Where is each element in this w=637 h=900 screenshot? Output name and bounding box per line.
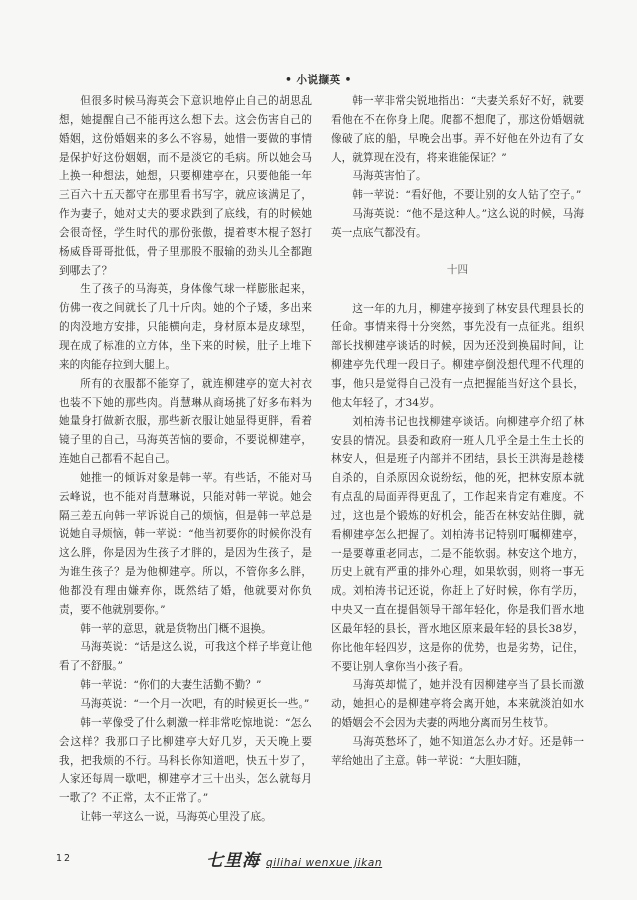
page-number: 12 <box>56 853 73 864</box>
left-column <box>59 92 312 827</box>
paragraph: 马海英愁坏了，她不知道怎么办才好。还是韩一苹给她出了主意。韩一苹说：“大胆妇随， <box>331 736 584 767</box>
magazine-logo <box>206 846 382 871</box>
paragraph: 马海英说：“话是这么说，可我这个样子毕竟让他看了不舒服。” <box>59 641 312 673</box>
logo-chinese: 七里海 <box>206 851 260 871</box>
paragraph: 让韩一苹这么一说，马海英心里没了底。 <box>80 811 272 824</box>
paragraph: 韩一苹像受了什么刺激一样非常吃惊地说：“怎么会这样？我那口子比柳建亭大好几岁，天天晚上要我，把我烦的不行。马科长你知道吧，快五十岁了，人家还每周一歇吧，柳建亭才三十出头，怎么就每月一歌了？不正常，太不正常了。” <box>59 716 312 805</box>
chapter-heading: 十四 <box>446 263 469 276</box>
paragraph: 她推一的倾诉对象是韩一苹。有些话，不能对马云峰说，也不能对肖慧琳说，只能对韩一苹说。她会隔三差五向韩一苹诉说自己的烦恼，但是韩一苹总是说她自寻烦恼，韩一苹说：“他当初要你的时候你没有这么胖，你是因为生孩子才胖的，是因为生孩子，是为谁生孩子？是为他柳建亭。所以，不管你多么胖，他都没有理由嫌弃你，既然结了婚，他就要对你负责，要不他就别要你。” <box>59 471 312 616</box>
paragraph: 马海英说：“一个月一次吧，有的时候更长一些。” <box>80 698 310 710</box>
logo-english: qilihai wenxue jikan <box>266 857 383 869</box>
paragraph: 韩一苹说：“看好他，不要让别的女人钻了空子。” <box>352 189 582 202</box>
paragraph: 马海英害怕了。 <box>352 170 427 183</box>
section-tag: • 小说撷英 • <box>285 74 352 86</box>
paragraph: 刘柏涛书记也找柳建亭谈话。向柳建亭介绍了林安县的情况。县委和政府一班人几乎全是土生土长的林安人，但是班子内部并不团结，县长王洪海是趁楼自杀的，自杀原因众说纷纭，他的死，把林安原本就有点乱的局面弄得更乱了，工作起来肯定有难度。不过，这也是个锻炼的好机会，能否在林安站住脚，就看柳建亭怎么把握了。刘柏涛书记特别叮嘱柳建亭，一是要尊重老同志，二是不能软弱。林安这个地方，历史上就有严重的排外心理，如果软弱，则将一事无成。刘柏涛书记还说，你赶上了好时候，你有学历，中央又一直在提倡领导干部年轻化，你是我们晋水地区最年轻的县长，晋水地区原来最年轻的县长38岁，你比他年轻四岁，这是你的优势，也是劣势，记住，不要让别人拿你当小孩子看。 <box>331 415 584 673</box>
right-column <box>331 92 584 771</box>
paragraph: 马海英却慌了，她并没有因柳建亭当了县长而激动，她担心的是柳建亭将会离开她，本来就淡泊如水的婚姻会不会因为夫妻的两地分离而另生枝节。 <box>331 679 584 730</box>
paragraph: 韩一苹的意思，就是货物出门概不退换。 <box>80 622 272 635</box>
paragraph: 所有的衣服都不能穿了，就连柳建亭的宽大衬衣也装不下她的那些肉。肖慧琳从商场挑了好多布料为她量身打做新衣服，那些新衣服让她显得更胖，看着镜子里的自己，马海英苦恼的要命，不要说柳建亭，连她自己都看不起自己。 <box>59 377 312 466</box>
paragraph: 韩一苹说：“你们的大妻生活勤不勤？” <box>80 679 262 692</box>
paragraph: 但很多时候马海英会下意识地停止自己的胡思乱想，她提醒自己不能再这么想下去。这会伤害自己的婚姻，这份婚姻来的多么不容易，她惜一要做的事情是保护好这份姻姻，而不是淡它的毛病。所以她会马上换一种想法，她想，只要柳建亭在，只要他能一年三百六十五天都守在那里看书写字，就应该满足了，作为妻子，她对丈夫的要求跌到了底线，有的时候她会很奇怪，学生时代的那份张傲，提着枣木棍子怒打杨威昏哥哥批低，骨子里那股不服输的劲头儿全都跑到哪去了？ <box>59 95 312 277</box>
paragraph: 韩一苹非常尖锐地指出：“夫妻关系好不好，就要看他在不在你身上爬。爬都不想爬了，那这份婚姻就像破了底的船，早晚会出事。弄不好他在外边有了女人，就算现在没有，将来谁能保证？” <box>331 95 584 164</box>
paragraph: 这一年的九月，柳建亭接到了林安县代理县长的任命。事情来得十分突然，事先没有一点征兆。组织部长找柳建亭谈话的时候，因为还没到换届时间，让柳建亭先代理一段日子。柳建亭倒没想代理不代理的事，他只是觉得自己没有一点把握能当好这个县长，他太年轻了，才34岁。 <box>331 302 584 409</box>
paragraph: 生了孩子的马海英，身体像气球一样膨胀起来，仿佛一夜之间就长了几十斤肉。她的个子矮，多出来的肉没地方安排，只能横向走，身材原本是皮球型，现在成了标准的立方体，坐下来的时候，肚子上堆下来的肉能存拉到大腿上。 <box>59 283 312 371</box>
paragraph: 马海英说：“他不是这种人。”这么说的时候，马海英一点底气都没有。 <box>331 208 584 239</box>
